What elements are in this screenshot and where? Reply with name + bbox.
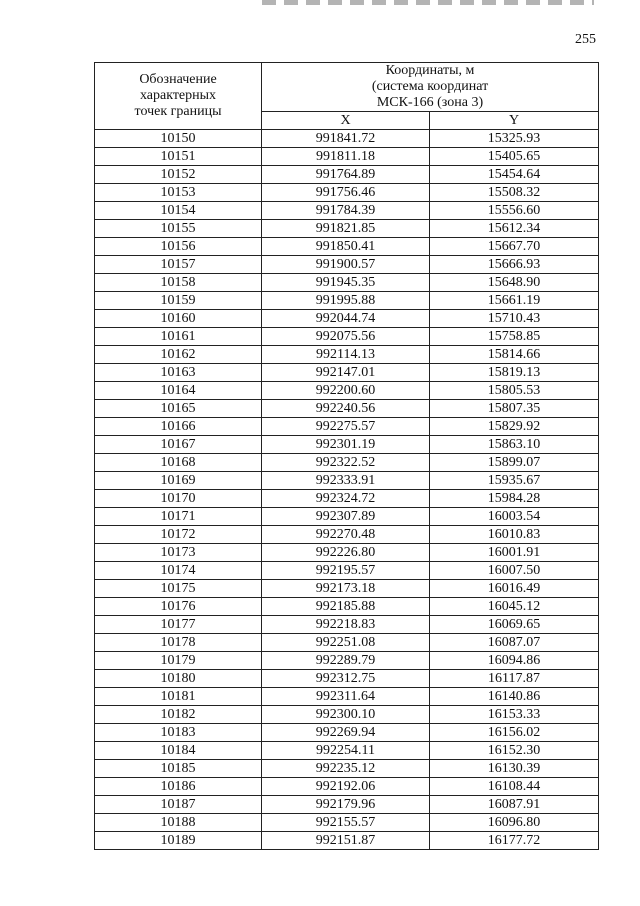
table-row	[95, 742, 599, 760]
point-id-cell: 10187	[95, 796, 262, 814]
y-coordinate-cell: 15758.85	[430, 328, 599, 346]
table-row	[95, 472, 599, 490]
point-id-cell: 10180	[95, 670, 262, 688]
y-coordinate-cell: 15661.19	[430, 292, 599, 310]
point-id-cell: 10172	[95, 526, 262, 544]
y-coordinate-cell: 16010.83	[430, 526, 599, 544]
table-row	[95, 274, 599, 292]
header-x: X	[262, 112, 430, 130]
point-id-cell: 10186	[95, 778, 262, 796]
table-row	[95, 796, 599, 814]
x-coordinate-cell: 992300.10	[262, 706, 430, 724]
x-coordinate-cell: 992147.01	[262, 364, 430, 382]
table-row	[95, 148, 599, 166]
point-id-cell: 10159	[95, 292, 262, 310]
point-id-cell: 10161	[95, 328, 262, 346]
point-id-cell: 10155	[95, 220, 262, 238]
table-row	[95, 292, 599, 310]
table-row	[95, 382, 599, 400]
x-coordinate-cell: 991764.89	[262, 166, 430, 184]
x-coordinate-cell: 992173.18	[262, 580, 430, 598]
y-coordinate-cell: 15710.43	[430, 310, 599, 328]
y-coordinate-cell: 16016.49	[430, 580, 599, 598]
x-coordinate-cell: 991841.72	[262, 130, 430, 148]
y-coordinate-cell: 15648.90	[430, 274, 599, 292]
header-y: Y	[430, 112, 599, 130]
point-id-cell: 10153	[95, 184, 262, 202]
table-row	[95, 544, 599, 562]
point-id-cell: 10183	[95, 724, 262, 742]
table-row	[95, 436, 599, 454]
point-id-cell: 10162	[95, 346, 262, 364]
header-point-designation: Обозначение характерных точек границы	[95, 63, 262, 130]
point-id-cell: 10179	[95, 652, 262, 670]
x-coordinate-cell: 991900.57	[262, 256, 430, 274]
y-coordinate-cell: 15612.34	[430, 220, 599, 238]
x-coordinate-cell: 991945.35	[262, 274, 430, 292]
table-row	[95, 490, 599, 508]
y-coordinate-cell: 16156.02	[430, 724, 599, 742]
point-id-cell: 10174	[95, 562, 262, 580]
y-coordinate-cell: 16130.39	[430, 760, 599, 778]
table-body	[95, 130, 599, 850]
x-coordinate-cell: 992269.94	[262, 724, 430, 742]
y-coordinate-cell: 15829.92	[430, 418, 599, 436]
table-row	[95, 130, 599, 148]
x-coordinate-cell: 992114.13	[262, 346, 430, 364]
point-id-cell: 10173	[95, 544, 262, 562]
x-coordinate-cell: 992254.11	[262, 742, 430, 760]
y-coordinate-cell: 15863.10	[430, 436, 599, 454]
y-coordinate-cell: 16153.33	[430, 706, 599, 724]
x-coordinate-cell: 992312.75	[262, 670, 430, 688]
x-coordinate-cell: 992179.96	[262, 796, 430, 814]
table-row	[95, 346, 599, 364]
point-id-cell: 10168	[95, 454, 262, 472]
x-coordinate-cell: 992311.64	[262, 688, 430, 706]
y-coordinate-cell: 16087.07	[430, 634, 599, 652]
coordinates-table	[94, 62, 599, 850]
point-id-cell: 10188	[95, 814, 262, 832]
y-coordinate-cell: 16152.30	[430, 742, 599, 760]
table-row	[95, 220, 599, 238]
x-coordinate-cell: 992333.91	[262, 472, 430, 490]
x-coordinate-cell: 992185.88	[262, 598, 430, 616]
point-id-cell: 10156	[95, 238, 262, 256]
point-id-cell: 10157	[95, 256, 262, 274]
point-id-cell: 10177	[95, 616, 262, 634]
table-row	[95, 454, 599, 472]
point-id-cell: 10166	[95, 418, 262, 436]
y-coordinate-cell: 15819.13	[430, 364, 599, 382]
table-row	[95, 760, 599, 778]
y-coordinate-cell: 16087.91	[430, 796, 599, 814]
y-coordinate-cell: 16094.86	[430, 652, 599, 670]
point-id-cell: 10171	[95, 508, 262, 526]
table-row	[95, 814, 599, 832]
y-coordinate-cell: 15666.93	[430, 256, 599, 274]
y-coordinate-cell: 16108.44	[430, 778, 599, 796]
y-coordinate-cell: 15454.64	[430, 166, 599, 184]
table-row	[95, 778, 599, 796]
table-row	[95, 508, 599, 526]
y-coordinate-cell: 16007.50	[430, 562, 599, 580]
y-coordinate-cell: 16117.87	[430, 670, 599, 688]
point-id-cell: 10175	[95, 580, 262, 598]
point-id-cell: 10170	[95, 490, 262, 508]
table-row	[95, 202, 599, 220]
y-coordinate-cell: 15984.28	[430, 490, 599, 508]
y-coordinate-cell: 15556.60	[430, 202, 599, 220]
table-row	[95, 364, 599, 382]
y-coordinate-cell: 15807.35	[430, 400, 599, 418]
y-coordinate-cell: 15667.70	[430, 238, 599, 256]
x-coordinate-cell: 992195.57	[262, 562, 430, 580]
point-id-cell: 10169	[95, 472, 262, 490]
table-row	[95, 166, 599, 184]
point-id-cell: 10185	[95, 760, 262, 778]
table-row	[95, 310, 599, 328]
point-id-cell: 10165	[95, 400, 262, 418]
table-row	[95, 634, 599, 652]
y-coordinate-cell: 15405.65	[430, 148, 599, 166]
table-row	[95, 598, 599, 616]
y-coordinate-cell: 15935.67	[430, 472, 599, 490]
table-row	[95, 184, 599, 202]
table-row	[95, 580, 599, 598]
table-row	[95, 400, 599, 418]
point-id-cell: 10150	[95, 130, 262, 148]
point-id-cell: 10160	[95, 310, 262, 328]
x-coordinate-cell: 992240.56	[262, 400, 430, 418]
point-id-cell: 10164	[95, 382, 262, 400]
y-coordinate-cell: 16140.86	[430, 688, 599, 706]
point-id-cell: 10158	[95, 274, 262, 292]
point-id-cell: 10163	[95, 364, 262, 382]
x-coordinate-cell: 991821.85	[262, 220, 430, 238]
point-id-cell: 10152	[95, 166, 262, 184]
x-coordinate-cell: 992324.72	[262, 490, 430, 508]
x-coordinate-cell: 992218.83	[262, 616, 430, 634]
x-coordinate-cell: 991756.46	[262, 184, 430, 202]
x-coordinate-cell: 991850.41	[262, 238, 430, 256]
point-id-cell: 10151	[95, 148, 262, 166]
point-id-cell: 10176	[95, 598, 262, 616]
x-coordinate-cell: 992151.87	[262, 832, 430, 850]
x-coordinate-cell: 992075.56	[262, 328, 430, 346]
table-row	[95, 724, 599, 742]
y-coordinate-cell: 15814.66	[430, 346, 599, 364]
table-row	[95, 562, 599, 580]
point-id-cell: 10181	[95, 688, 262, 706]
point-id-cell: 10182	[95, 706, 262, 724]
point-id-cell: 10184	[95, 742, 262, 760]
y-coordinate-cell: 15325.93	[430, 130, 599, 148]
x-coordinate-cell: 991995.88	[262, 292, 430, 310]
x-coordinate-cell: 992270.48	[262, 526, 430, 544]
x-coordinate-cell: 992235.12	[262, 760, 430, 778]
table-row	[95, 328, 599, 346]
table-row	[95, 256, 599, 274]
x-coordinate-cell: 992192.06	[262, 778, 430, 796]
table-row	[95, 616, 599, 634]
y-coordinate-cell: 16177.72	[430, 832, 599, 850]
table-row	[95, 418, 599, 436]
y-coordinate-cell: 16003.54	[430, 508, 599, 526]
y-coordinate-cell: 15805.53	[430, 382, 599, 400]
point-id-cell: 10154	[95, 202, 262, 220]
table-row	[95, 670, 599, 688]
page-number: 255	[575, 32, 596, 47]
table-row	[95, 526, 599, 544]
y-coordinate-cell: 15508.32	[430, 184, 599, 202]
point-id-cell: 10167	[95, 436, 262, 454]
point-id-cell: 10178	[95, 634, 262, 652]
table-row	[95, 688, 599, 706]
x-coordinate-cell: 992044.74	[262, 310, 430, 328]
table-row	[95, 238, 599, 256]
x-coordinate-cell: 992251.08	[262, 634, 430, 652]
x-coordinate-cell: 992289.79	[262, 652, 430, 670]
x-coordinate-cell: 991784.39	[262, 202, 430, 220]
x-coordinate-cell: 992275.57	[262, 418, 430, 436]
y-coordinate-cell: 16096.80	[430, 814, 599, 832]
y-coordinate-cell: 16001.91	[430, 544, 599, 562]
y-coordinate-cell: 16069.65	[430, 616, 599, 634]
point-id-cell: 10189	[95, 832, 262, 850]
table-row	[95, 832, 599, 850]
scan-edge-marks	[262, 0, 594, 5]
table-row	[95, 652, 599, 670]
y-coordinate-cell: 15899.07	[430, 454, 599, 472]
table-row	[95, 706, 599, 724]
x-coordinate-cell: 992155.57	[262, 814, 430, 832]
x-coordinate-cell: 992307.89	[262, 508, 430, 526]
y-coordinate-cell: 16045.12	[430, 598, 599, 616]
x-coordinate-cell: 992301.19	[262, 436, 430, 454]
header-coordinates: Координаты, м (система координат МСК-166 (зона 3)	[262, 63, 599, 112]
x-coordinate-cell: 992200.60	[262, 382, 430, 400]
x-coordinate-cell: 992322.52	[262, 454, 430, 472]
x-coordinate-cell: 991811.18	[262, 148, 430, 166]
x-coordinate-cell: 992226.80	[262, 544, 430, 562]
